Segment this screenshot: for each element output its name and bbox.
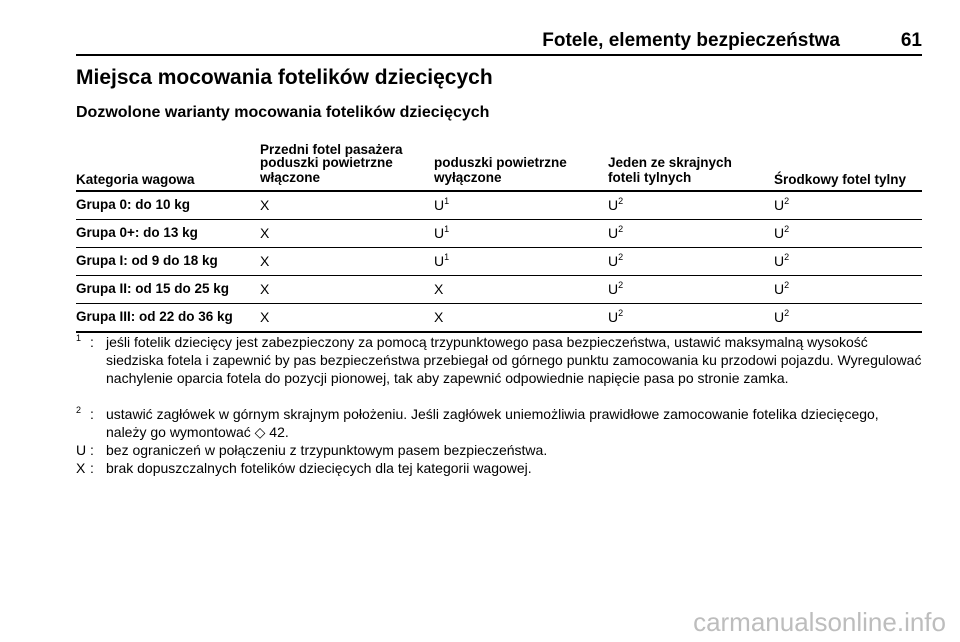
running-header [76, 30, 922, 54]
cell-value: U [774, 225, 785, 241]
table-cell [434, 281, 443, 297]
table-row [76, 221, 922, 248]
footnote-marker: U [76, 442, 87, 458]
column-header-center-rear: Środkowy fotel tylny [774, 172, 907, 187]
cell-value: X [260, 225, 270, 241]
cell-value: X [260, 197, 270, 213]
table-cell [774, 309, 789, 325]
table-row [76, 277, 922, 304]
cell-value: U [434, 225, 445, 241]
footnote-separator: : [90, 442, 94, 458]
footnote-marker: X [76, 460, 86, 476]
footnote-marker-sup: 2 [76, 405, 82, 415]
table-cell [608, 197, 623, 213]
table-cell [260, 197, 269, 213]
cell-value: X [434, 281, 444, 297]
table-cell [260, 309, 269, 325]
cell-footnote-ref: 2 [784, 308, 790, 318]
footnote-marker-sup: 1 [76, 333, 82, 343]
table-cell [434, 253, 449, 269]
cell-value: U [608, 253, 619, 269]
table-row [76, 193, 922, 220]
cell-footnote-ref: 2 [784, 252, 790, 262]
cell-value: X [260, 253, 270, 269]
column-header-airbag-on: poduszki powietrzne włączone [260, 155, 393, 185]
cell-value: U [608, 281, 619, 297]
cell-value: U [434, 253, 445, 269]
table-cell [608, 225, 623, 241]
cell-footnote-ref: 2 [618, 196, 624, 206]
footnote-separator: : [90, 460, 94, 476]
group-header: Przedni fotel pasażera [260, 142, 403, 157]
footnote-marker [76, 333, 81, 351]
table-cell [774, 281, 789, 297]
table-cell [774, 253, 789, 269]
weight-category: Grupa I: od 9 do 18 kg [76, 253, 218, 268]
table-cell [260, 281, 269, 297]
cell-footnote-ref: 2 [618, 224, 624, 234]
cell-footnote-ref: 2 [784, 224, 790, 234]
footnote-separator: : [90, 406, 94, 422]
cell-footnote-ref: 1 [444, 196, 450, 206]
cell-value: U [774, 197, 785, 213]
cell-footnote-ref: 2 [618, 280, 624, 290]
table-header-rule [76, 190, 922, 192]
cell-value: U [774, 309, 785, 325]
weight-category: Grupa 0: do 10 kg [76, 197, 191, 212]
column-header-outer-rear: Jeden ze skrajnych foteli tylnych [608, 155, 732, 185]
footnote-marker [76, 405, 81, 423]
cell-value: U [608, 197, 619, 213]
weight-category: Grupa II: od 15 do 25 kg [76, 281, 230, 296]
header-rule [76, 54, 922, 56]
column-header-category: Kategoria wagowa [76, 172, 195, 187]
watermark: carmanualsonline.info [693, 607, 946, 637]
column-header-airbag-off: poduszki powietrzne wyłączone [434, 155, 567, 185]
footnote-text: jeśli fotelik dziecięcy jest zabezpieczony za pomocą trzypunktowego pasa bezpieczeństwa, ustawić maksymalną wysokość siedziska fotela i zapewnić by pas bezpieczeństwa przebiegał od górnego punktu zamocowania ku przodowi pojazdu. Wyregulować nachylenie oparcia fotela do pozycji pionowej, tak aby zapewnić odpowiednie napięcie pasa po stronie zamka. [106, 334, 922, 386]
cell-footnote-ref: 1 [444, 252, 450, 262]
page-number: 61 [900, 30, 922, 51]
weight-category: Grupa III: od 22 do 36 kg [76, 309, 233, 324]
cell-value: X [260, 309, 270, 325]
cell-footnote-ref: 2 [784, 280, 790, 290]
footnote-separator: : [90, 334, 94, 350]
page-subheading: Dozwolone warianty mocowania fotelików dziecięcych [76, 104, 490, 121]
footnote-text: ustawić zagłówek w górnym skrajnym położeniu. Jeśli zagłówek uniemożliwia prawidłowe zamocowanie fotelika dziecięcego, należy go wymontować ◇ 42. [106, 406, 879, 440]
cell-value: U [434, 197, 445, 213]
table-cell [434, 225, 449, 241]
cell-footnote-ref: 2 [618, 252, 624, 262]
table-cell [260, 253, 269, 269]
page-heading: Miejsca mocowania fotelików dziecięcych [76, 66, 493, 89]
table-cell [434, 197, 449, 213]
table-cell [608, 309, 623, 325]
table-cell [774, 225, 789, 241]
table-cell [608, 253, 623, 269]
cell-footnote-ref: 2 [784, 196, 790, 206]
cell-footnote-ref: 1 [444, 224, 450, 234]
table-cell [774, 197, 789, 213]
cell-value: X [260, 281, 270, 297]
section-title: Fotele, elementy bezpieczeństwa [542, 30, 840, 51]
cell-value: U [774, 253, 785, 269]
cell-value: U [608, 225, 619, 241]
table-cell [260, 225, 269, 241]
cell-value: U [774, 281, 785, 297]
cell-value: X [434, 309, 444, 325]
cell-footnote-ref: 2 [618, 308, 624, 318]
weight-category: Grupa 0+: do 13 kg [76, 225, 198, 240]
footnote-text: bez ograniczeń w połączeniu z trzypunktowym pasem bezpieczeństwa. [106, 442, 548, 458]
footnote-text: brak dopuszczalnych fotelików dziecięcych dla tej kategorii wagowej. [106, 460, 532, 476]
cell-value: U [608, 309, 619, 325]
table-row [76, 305, 922, 333]
table-row [76, 249, 922, 276]
table-cell [608, 281, 623, 297]
table-cell [434, 309, 443, 325]
